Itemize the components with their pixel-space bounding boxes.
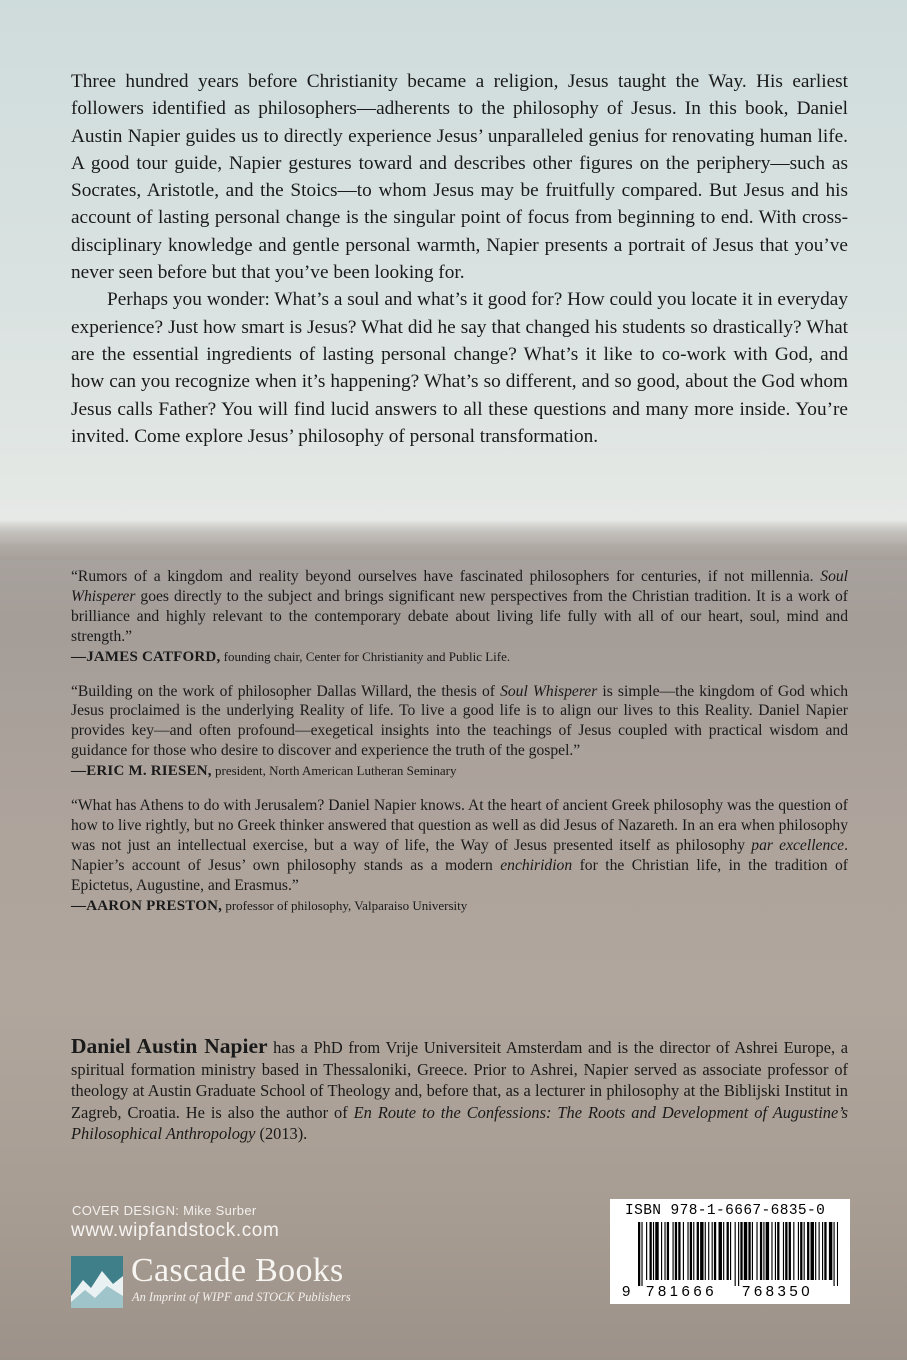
endorsement-text: “Building on the work of philosopher Dallas Willard, the thesis of Soul Whisperer is simple—the kingdom of God which Jesus proclaimed is the underlying Reality of life. To live a good life is to align our lives to this Reality. Daniel Napier provides key—and often profound—exegetical insights into the teachings of Jesus coupled with practical wisdom and guidance for those who desire to discover and experience the truth of the gospel.” — [71, 682, 849, 760]
barcode-bar — [752, 1222, 753, 1280]
endorsement-text: “Rumors of a kingdom and reality beyond ourselves have fascinated philosophers for centuries, if not millennia. Soul Whisperer goes directly to the subject and brings significant new perspectives from the Christian tradition. It is a work of brilliance and highly relevant to the contemporary debate about living life fully with all of our heart, soul, mind and strength.” — [71, 568, 848, 645]
barcode-bar — [705, 1222, 706, 1280]
endorsement-attribution: —JAMES CATFORD, founding chair, Center for Christianity and Public Life. — [71, 648, 511, 665]
barcode-bar — [730, 1222, 731, 1280]
barcode-bar — [638, 1222, 640, 1286]
publisher-name: Cascade Books — [131, 1252, 344, 1289]
barcode-bar — [719, 1222, 722, 1280]
barcode-bar — [646, 1222, 647, 1280]
barcode-bar — [664, 1222, 665, 1280]
barcode-bar — [798, 1222, 799, 1280]
publisher-website: www.wipfandstock.com — [71, 1220, 280, 1241]
barcode-bar — [661, 1222, 662, 1280]
barcode-bar — [807, 1222, 809, 1280]
barcode-bar — [819, 1222, 820, 1280]
barcode-bar — [653, 1222, 654, 1280]
barcode-bar — [800, 1222, 802, 1280]
endorsement-riesen — [71, 682, 848, 783]
barcode-bar — [829, 1222, 832, 1280]
barcode-bar — [834, 1222, 835, 1286]
barcode-bar — [783, 1222, 784, 1280]
barcode-bar — [641, 1222, 642, 1286]
publisher-logo — [71, 1252, 401, 1312]
barcode-bar — [760, 1222, 762, 1280]
barcode-bar — [777, 1222, 779, 1280]
cover-design-credit: COVER DESIGN: Mike Surber — [72, 1203, 257, 1218]
barcode-bar — [738, 1222, 739, 1286]
endorsement-catford — [71, 567, 848, 668]
barcode-bar — [690, 1222, 692, 1280]
barcode-bar — [700, 1222, 703, 1280]
barcode-bar — [744, 1222, 747, 1280]
barcode-bar — [766, 1222, 769, 1280]
barcode-bar — [735, 1222, 736, 1286]
isbn-number: ISBN 978-1-6667-6835-0 — [625, 1203, 826, 1219]
endorsements — [71, 567, 848, 931]
book-description — [71, 68, 848, 450]
barcode-bar — [667, 1222, 669, 1280]
barcode-bar — [822, 1222, 823, 1280]
barcode-digit-left: 781666 — [646, 1283, 718, 1300]
barcode-digit-right: 768350 — [742, 1283, 814, 1300]
author-bio: Daniel Austin Napier has a PhD from Vrije Universiteit Amsterdam and is the director of Ashrei Europe, a spiritual formation ministry based in Thessaloniki, Greece. Prior to Ashrei, Napier served as associate professor of theology at Austin Graduate School of Theology and, before that, as a lecturer in philosophy at the Biblijski Institut in Zagreb, Croatia. He is also the author of En Route to the Confessions: The Roots and Development of Augustine’s Philosophical Anthropology (2013). — [71, 1034, 848, 1143]
barcode-bar — [837, 1222, 838, 1286]
barcode-bar — [708, 1222, 709, 1280]
barcode-bar — [712, 1222, 713, 1280]
barcode-bar — [771, 1222, 772, 1280]
description-paragraph-1: Three hundred years before Christianity became a religion, Jesus taught the Way. His earliest followers identified as philosophers—adherents to the philosophy of Jesus. In this book, Daniel Austin Napier guides us to directly experience Jesus’ unparalleled genius for renovating human life. A good tour guide, Napier gestures toward and describes other figures on the periphery—such as Socrates, Aristotle, and the Stoics—to whom Jesus may be fruitfully compared. But Jesus and his account of lasting personal change is the singular point of focus from beginning to end. With cross-disciplinary knowledge and gentle personal warmth, Napier presents a portrait of Jesus that you’ve never seen before but that you’ve been looking for. — [71, 71, 848, 284]
barcode-bar — [815, 1222, 816, 1280]
barcode-digit-lead: 9 — [622, 1283, 631, 1300]
endorsement-attribution: —AARON PRESTON, professor of philosophy, Valparaiso University — [71, 897, 468, 914]
description-paragraph-2: Perhaps you wonder: What’s a soul and what’s it good for? How could you locate it in everyday experience? Just how smart is Jesus? What did he say that changed his students so drastically? What are the essential ingredients of lasting personal change? What’s it like to co-work with God, and how can you recognize when it’s happening? What’s so different, and so good, about the God whom Jesus calls Father? You will find lucid answers to all these questions and many more inside. You’re invited. Come explore Jesus’ philosophy of personal transformation. — [71, 289, 848, 447]
barcode-bar — [697, 1222, 699, 1280]
barcode-bar — [763, 1222, 764, 1280]
barcode-bar — [687, 1222, 688, 1280]
barcode-bar — [793, 1222, 794, 1280]
barcode-bar — [693, 1222, 694, 1280]
barcode-bar — [727, 1222, 729, 1280]
barcode-bar — [683, 1222, 684, 1280]
endorsement-attribution: —ERIC M. RIESEN, president, North American Lutheran Seminary — [71, 763, 457, 780]
barcode-bar — [675, 1222, 677, 1280]
barcode-bar — [775, 1222, 776, 1280]
barcode-bar — [723, 1222, 724, 1280]
barcode-bar — [748, 1222, 750, 1280]
author-name: Daniel Austin Napier — [71, 1034, 268, 1058]
mountain-logo-icon — [71, 1256, 123, 1308]
barcode-bar — [655, 1222, 658, 1280]
barcode-bar — [678, 1222, 680, 1280]
horizon-band — [0, 520, 907, 560]
endorsement-preston — [71, 796, 848, 916]
publisher-imprint: An Imprint of WIPF and STOCK Publishers — [132, 1290, 351, 1304]
barcode-bar — [789, 1222, 791, 1280]
barcode-bar — [785, 1222, 787, 1280]
barcode-bar — [740, 1222, 742, 1280]
barcode-bar — [714, 1222, 716, 1280]
barcode-bar — [804, 1222, 805, 1280]
barcode-bar — [756, 1222, 757, 1280]
endorsement-text: “What has Athens to do with Jerusalem? Daniel Napier knows. At the heart of ancient Greek philosophy was the question of how to live rightly, but no Greek thinker answered that question as well as did Jesus of Nazareth. In an era when philosophy was not just an intellectual exercise, but a way of life, the Way of Jesus presented itself as philosophy par excellence. Napier’s account of Jesus’ own philosophy stands as a modern enchiridion for the Christian life, in the tradition of Epictetus, Augustine, and Erasmus.” — [71, 797, 848, 894]
barcode-bars — [638, 1222, 838, 1286]
barcode-bar — [824, 1222, 826, 1280]
barcode-bar — [673, 1222, 674, 1280]
barcode-bar — [811, 1222, 814, 1280]
barcode-bar — [650, 1222, 652, 1280]
isbn-barcode — [610, 1199, 850, 1304]
